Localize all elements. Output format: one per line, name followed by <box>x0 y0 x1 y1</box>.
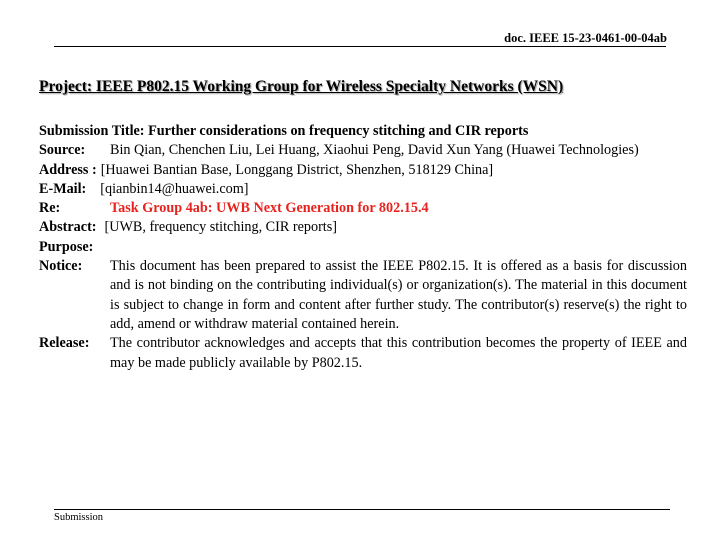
source-label: Source: <box>39 142 86 159</box>
notice-row <box>39 257 687 334</box>
document-body <box>39 122 687 373</box>
re-value: Task Group 4ab: UWB Next Generation for 802.15.4 <box>110 200 429 217</box>
email-value: [qianbin14@huawei.com] <box>100 180 249 197</box>
submission-title: Submission Title: Further considerations on frequency stitching and CIR reports <box>39 123 529 139</box>
address-value: [Huawei Bantian Base, Longgang District, Shenzhen, 518129 China] <box>100 161 494 178</box>
document-id: doc. IEEE 15-23-0461-00-04ab <box>504 31 667 45</box>
project-title: Project: IEEE P802.15 Working Group for Wireless Specialty Networks (WSN) <box>39 78 564 95</box>
abstract-value: [UWB, frequency stitching, CIR reports] <box>104 219 337 236</box>
purpose-value <box>110 238 687 257</box>
release-label: Release: <box>39 335 90 352</box>
footer-divider <box>54 509 670 510</box>
re-label: Re: <box>39 200 61 217</box>
header-divider <box>54 46 666 47</box>
source-value: Bin Qian, Chenchen Liu, Lei Huang, Xiaohui Peng, David Xun Yang (Huawei Technologies) <box>110 142 639 159</box>
abstract-row <box>39 218 687 237</box>
notice-label: Notice: <box>39 258 83 275</box>
address-label: Address : <box>39 161 97 178</box>
email-label: E-Mail: <box>39 180 87 197</box>
footer-submission: Submission <box>54 512 104 523</box>
address-row <box>39 161 687 180</box>
purpose-row <box>39 238 687 257</box>
email-row <box>39 180 687 199</box>
re-row <box>39 199 687 218</box>
release-row <box>39 334 687 373</box>
purpose-label: Purpose: <box>39 238 94 255</box>
source-row <box>39 141 687 160</box>
release-value: The contributor acknowledges and accepts that this contribution becomes the property of IEEE and may be made publicly available by P802.15. <box>110 335 687 371</box>
notice-value: This document has been prepared to assist the IEEE P802.15. It is offered as a basis for discussion and is not binding on the contributing individual(s) or organization(s). The material in this document is subject to change in form and content after further study. The contributor(s) reserve(s) the right to add, amend or withdraw material contained herein. <box>110 258 687 332</box>
abstract-label: Abstract: <box>39 219 97 236</box>
